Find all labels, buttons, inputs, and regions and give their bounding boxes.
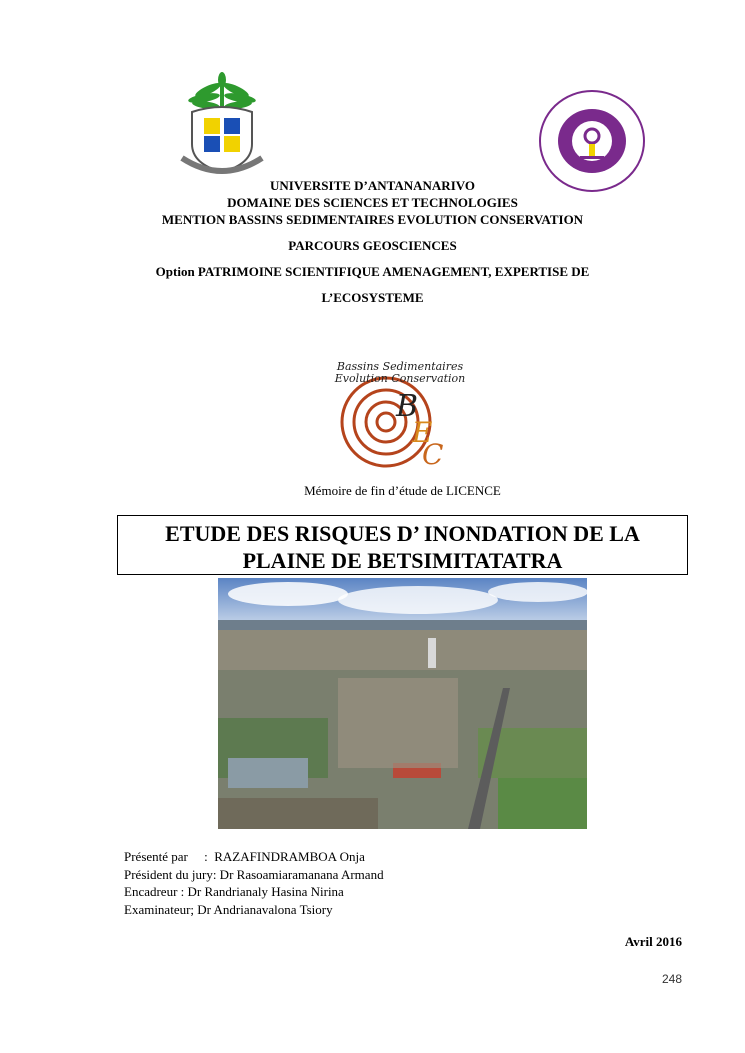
page-number: 248 xyxy=(661,972,682,986)
parcours-name: PARCOURS GEOSCIENCES xyxy=(288,238,457,253)
svg-text:E: E xyxy=(412,416,433,449)
svg-text:C: C xyxy=(422,438,444,471)
option-line-2: L’ECOSYSTEME xyxy=(321,290,424,305)
option-line-1: Option PATRIMOINE SCIENTIFIQUE AMENAGEMENT, EXPERTISE DE xyxy=(155,264,590,279)
presented-by: Présenté par : RAZAFINDRAMBOA Onja xyxy=(124,849,365,864)
date: Avril 2016 xyxy=(624,934,682,949)
title-line-1: ETUDE DES RISQUES D’ INONDATION DE LA xyxy=(165,521,640,546)
svg-text:B: B xyxy=(396,389,419,424)
bec-spiral-logo-icon xyxy=(330,356,470,474)
aerial-city-photo-icon xyxy=(218,578,587,829)
domain-name: DOMAINE DES SCIENCES ET TECHNOLOGIES xyxy=(227,195,518,210)
memoire-subtitle: Mémoire de fin d’étude de LICENCE xyxy=(304,483,501,498)
university-name: UNIVERSITE D’ANTANANARIVO xyxy=(270,178,475,193)
supervisor: Encadreur : Dr Randrianaly Hasina Nirina xyxy=(124,884,344,899)
thesis-title xyxy=(117,515,688,575)
svg-text:Evolution Conservation: Evolution Conservation xyxy=(334,372,466,385)
title-line-2: PLAINE DE BETSIMITATATRA xyxy=(242,548,563,573)
mention-name: MENTION BASSINS SEDIMENTAIRES EVOLUTION CONSERVATION xyxy=(161,212,584,227)
examiner: Examinateur; Dr Andrianavalona Tsiory xyxy=(124,901,333,917)
jury-president: Président du jury: Dr Rasoamiaramanana Armand xyxy=(124,866,384,882)
university-crest-icon xyxy=(168,72,276,184)
svg-text:Bassins Sedimentaires: Bassins Sedimentaires xyxy=(336,360,464,373)
credits-block xyxy=(124,848,384,918)
